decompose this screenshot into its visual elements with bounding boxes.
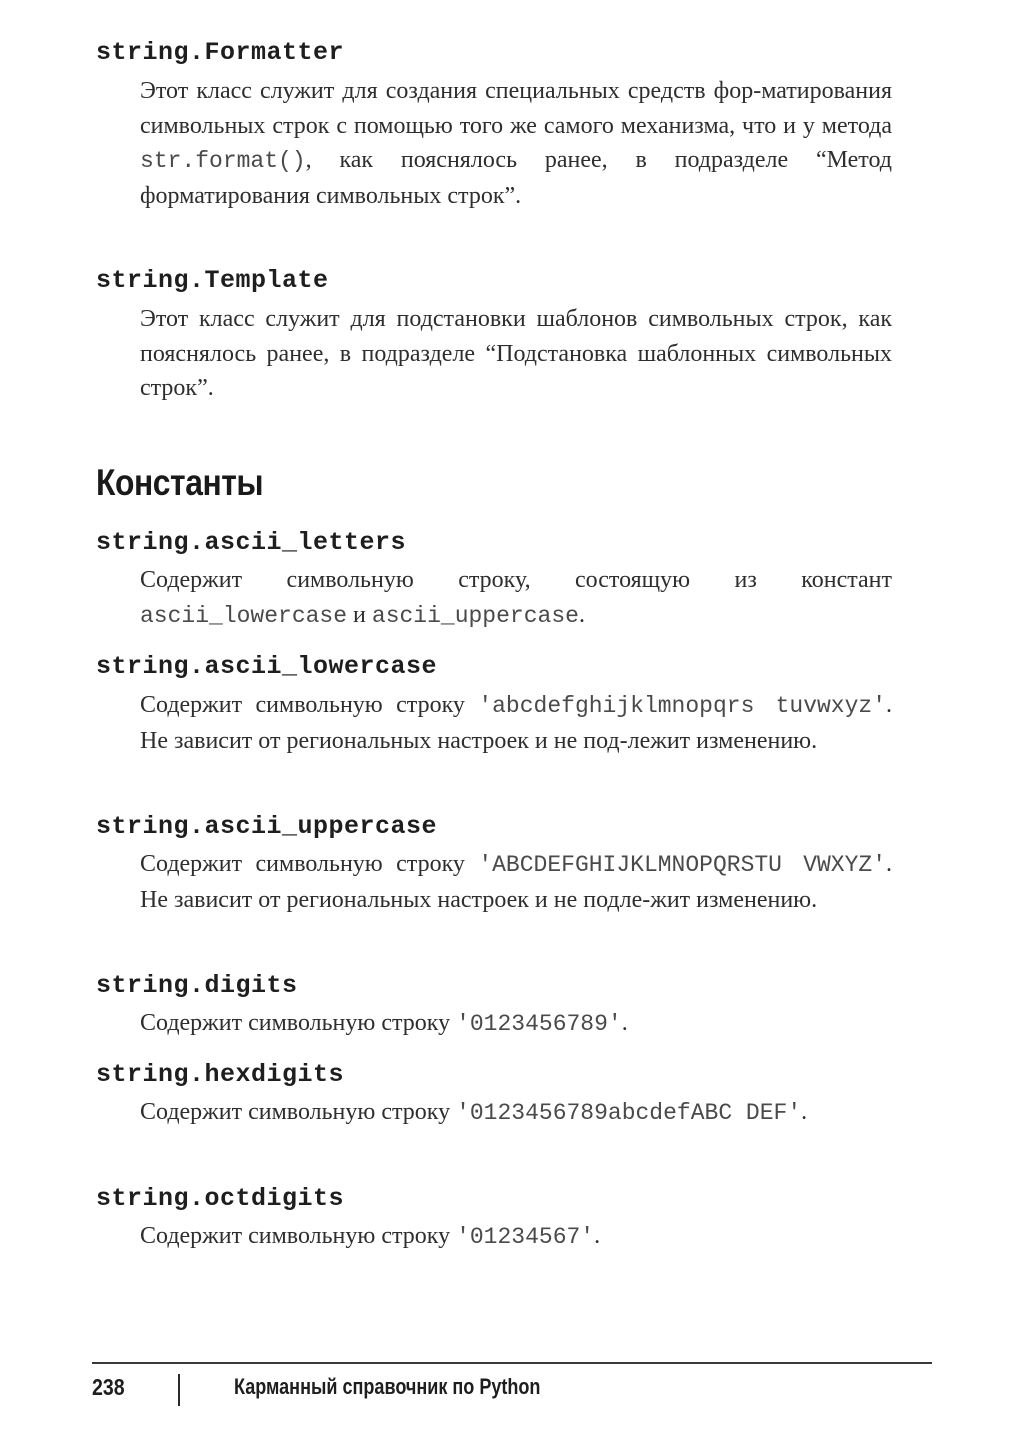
entry-name-digits: string.digits xyxy=(96,971,298,1000)
inline-code: '01234567' xyxy=(456,1224,595,1250)
entry-desc-formatter xyxy=(140,74,892,213)
desc-text: . xyxy=(594,1223,601,1249)
desc-text: Содержит символьную строку xyxy=(140,851,479,877)
entry-desc-octdigits xyxy=(140,1219,892,1255)
inline-code: str.format() xyxy=(140,148,306,174)
entry-name-ascii-letters: string.ascii_letters xyxy=(96,528,407,557)
inline-code: '0123456789' xyxy=(456,1011,622,1037)
section-title: Константы xyxy=(96,462,264,503)
footer-divider xyxy=(92,1362,932,1364)
desc-text: . xyxy=(801,1099,808,1125)
inline-code: ascii_lowercase xyxy=(140,602,348,629)
desc-text: , как пояснялось ранее, в подразделе “Метод форматирования символьных строк”. xyxy=(140,147,892,209)
desc-text: . xyxy=(621,1010,628,1036)
inline-code: 'abcdefghijklmnopqrs tuvwxyz' xyxy=(478,693,887,719)
entry-desc-ascii-lowercase xyxy=(140,688,892,758)
desc-text: . Не зависит от региональных настроек и не подле-жит изменению. xyxy=(140,851,893,913)
desc-text: Содержит символьную строку xyxy=(140,1010,457,1036)
running-title: Карманный справочник по Python xyxy=(234,1374,541,1399)
desc-text: . xyxy=(578,601,585,628)
desc-text: Содержит символьную строку xyxy=(140,692,479,718)
entry-desc-hexdigits xyxy=(140,1095,892,1131)
footer-separator xyxy=(178,1374,180,1406)
desc-text: Содержит символьную строку xyxy=(140,1223,457,1249)
desc-text: Этот класс служит для создания специальных средств фор-матирования символьных строк с помощью того же самого механизма, что и у метода xyxy=(140,78,892,139)
desc-text: Этот класс служит для подстановки шаблонов символьных строк, как пояснялось ранее, в подразделе “Подстановка шаблонных символьных строк”. xyxy=(140,306,892,401)
entry-desc-ascii-letters xyxy=(140,563,892,633)
entry-name-hexdigits: string.hexdigits xyxy=(96,1060,345,1089)
inline-code: '0123456789abcdefABC DEF' xyxy=(456,1100,802,1126)
entry-desc-ascii-uppercase xyxy=(140,847,892,917)
desc-text: Содержит символьную строку xyxy=(140,1099,457,1125)
entry-name-formatter: string.Formatter xyxy=(96,38,345,67)
desc-text: и xyxy=(347,601,372,628)
entry-name-template: string.Template xyxy=(96,266,329,295)
desc-text: . Не зависит от региональных настроек и не под-лежит изменению. xyxy=(140,692,893,754)
entry-name-ascii-lowercase: string.ascii_lowercase xyxy=(96,652,438,681)
inline-code: ascii_uppercase xyxy=(371,602,579,629)
page-number: 238 xyxy=(92,1374,125,1400)
entry-name-octdigits: string.octdigits xyxy=(96,1184,345,1213)
inline-code: 'ABCDEFGHIJKLMNOPQRSTU VWXYZ' xyxy=(478,852,887,878)
desc-text: Содержит символьную строку, состоящую из констант xyxy=(140,567,892,593)
entry-name-ascii-uppercase: string.ascii_uppercase xyxy=(96,812,438,841)
entry-desc-digits xyxy=(140,1006,892,1042)
entry-desc-template xyxy=(140,302,892,406)
